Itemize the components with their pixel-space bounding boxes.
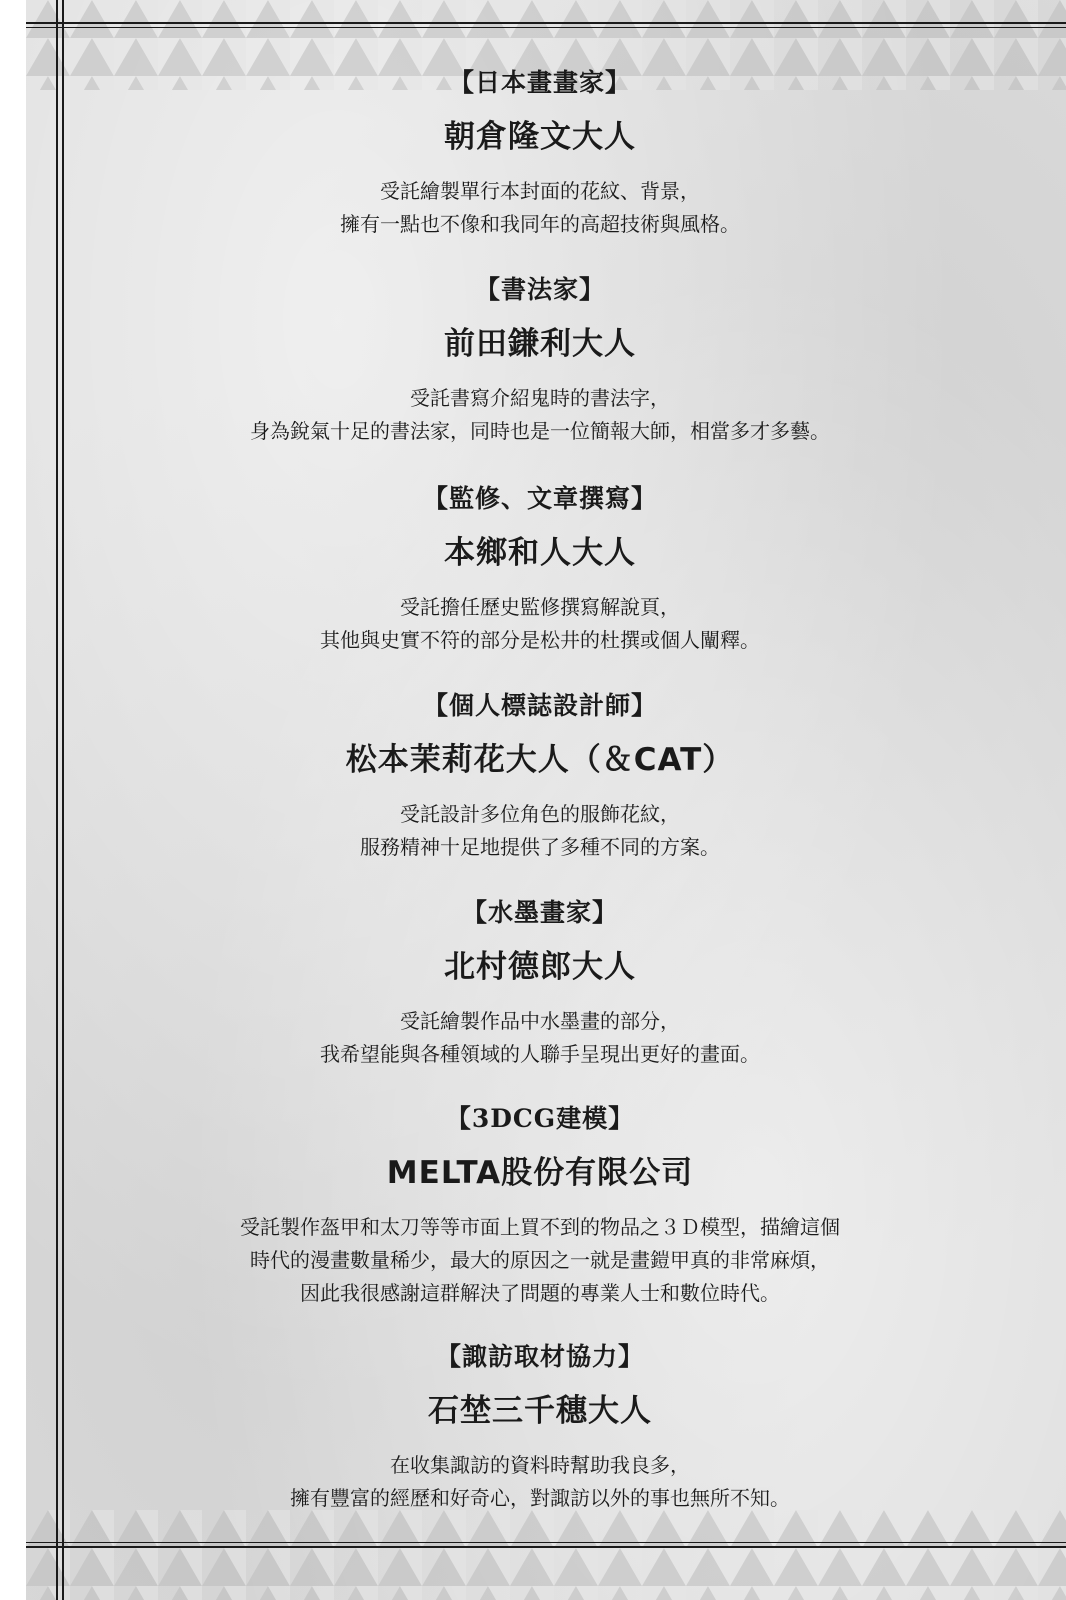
credit-role: 【3DCG建模】 [445, 1104, 635, 1133]
credit-name: 朝倉隆文大人 [444, 119, 636, 155]
description-line: 受託繪製單行本封面的花紋、背景， [380, 179, 700, 203]
credit-description [60, 1449, 1020, 1515]
credit-description [60, 1211, 1020, 1310]
frame-left-line [56, 0, 58, 1600]
credit-role: 【監修、文章撰寫】 [422, 484, 657, 513]
credit-description [60, 798, 1020, 864]
credit-entry [60, 275, 1020, 448]
credit-entry [60, 1342, 1020, 1515]
credit-role: 【諏訪取材協力】 [435, 1342, 644, 1371]
description-line: 擁有豐富的經歷和好奇心，對諏訪以外的事也無所不知。 [290, 1486, 790, 1510]
credit-name: 本鄉和人大人 [444, 535, 636, 571]
credit-name: 前田鎌利大人 [444, 326, 636, 362]
credit-name: 北村德郎大人 [444, 949, 636, 985]
credit-entry [60, 68, 1020, 241]
description-line: 受託書寫介紹鬼時的書法字， [410, 386, 670, 410]
credit-role: 【書法家】 [474, 275, 605, 304]
description-line: 擁有一點也不像和我同年的高超技術與風格。 [340, 212, 740, 236]
credit-description [60, 382, 1020, 448]
description-line: 服務精神十足地提供了多種不同的方案。 [360, 835, 720, 859]
credit-description [60, 1005, 1020, 1071]
description-line: 受託擔任歷史監修撰寫解說頁， [400, 595, 680, 619]
credit-role: 【個人標誌設計師】 [422, 691, 657, 720]
credit-entry [60, 691, 1020, 864]
credit-description [60, 175, 1020, 241]
description-line: 受託製作盔甲和太刀等等市面上買不到的物品之３Ｄ模型，描繪這個 [240, 1215, 840, 1239]
credit-name: 石埜三千穗大人 [428, 1393, 652, 1429]
credit-role: 【水墨畫家】 [461, 898, 618, 927]
description-line: 受託繪製作品中水墨畫的部分， [400, 1009, 680, 1033]
credit-description [60, 591, 1020, 657]
credit-role: 【日本畫畫家】 [448, 68, 631, 97]
credits-list [60, 0, 1020, 1600]
description-line: 其他與史實不符的部分是松井的杜撰或個人闡釋。 [320, 628, 760, 652]
credit-name: MELTA股份有限公司 [386, 1155, 694, 1191]
credit-name: 松本茉莉花大人（＆CAT） [345, 742, 735, 778]
credit-entry [60, 484, 1020, 657]
description-line: 時代的漫畫數量稀少，最大的原因之一就是畫鎧甲真的非常麻煩， [250, 1248, 830, 1272]
credit-entry [60, 898, 1020, 1071]
description-line: 在收集諏訪的資料時幫助我良多， [390, 1453, 690, 1477]
credit-entry [60, 1104, 1020, 1310]
description-line: 受託設計多位角色的服飾花紋， [400, 802, 680, 826]
description-line: 我希望能與各種領域的人聯手呈現出更好的畫面。 [320, 1042, 760, 1066]
description-line: 因此我很感謝這群解決了問題的專業人士和數位時代。 [300, 1281, 780, 1305]
description-line: 身為銳氣十足的書法家，同時也是一位簡報大師，相當多才多藝。 [250, 419, 830, 443]
